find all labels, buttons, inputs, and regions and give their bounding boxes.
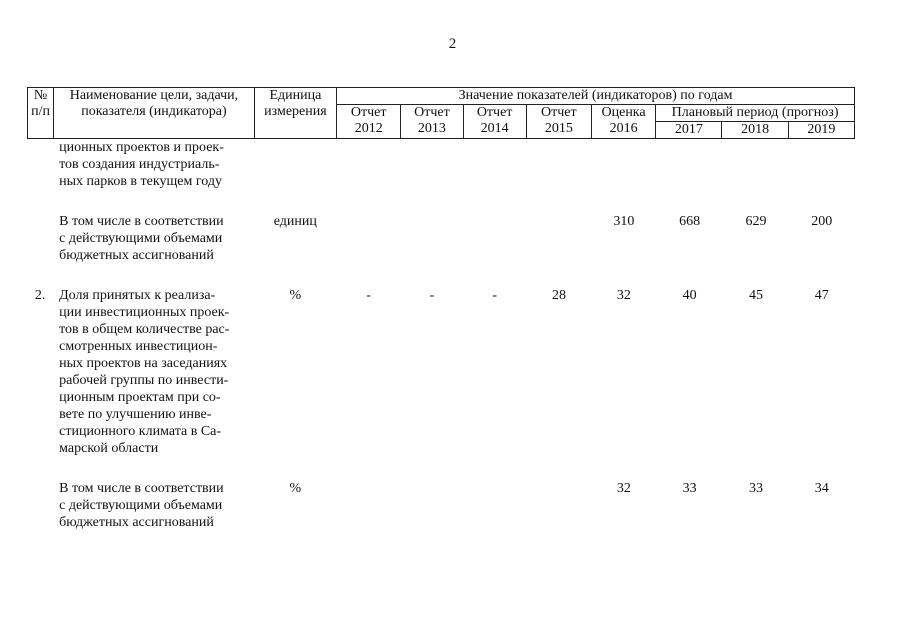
- row-value: [526, 139, 591, 213]
- row-value: [401, 139, 463, 213]
- row-number: [27, 139, 53, 213]
- row-name: В том числе в соответствии с действующими объемами бюджетных ассигнований: [59, 214, 224, 263]
- table-row: [27, 287, 855, 480]
- row-value: [789, 139, 855, 213]
- table-row: [27, 480, 855, 531]
- row-name: В том числе в соответствии с действующими объемами бюджетных ассигнований: [59, 481, 224, 530]
- indicator-table-body: [27, 139, 855, 531]
- row-value: [401, 480, 463, 531]
- header-year: Отчет 2014: [463, 105, 526, 139]
- row-value: 629: [745, 214, 767, 229]
- row-unit: [254, 139, 336, 213]
- header-year: Отчет 2012: [337, 105, 401, 139]
- row-value: 32: [616, 481, 631, 496]
- row-value: 45: [748, 288, 763, 303]
- row-value: [463, 480, 526, 531]
- header-num: № п/п: [28, 88, 54, 139]
- row-unit: единиц: [273, 214, 317, 229]
- row-value: -: [429, 288, 435, 303]
- row-value: [463, 139, 526, 213]
- row-value: 47: [814, 288, 829, 303]
- header-plan-year: 2018: [722, 122, 788, 138]
- row-value: 32: [616, 288, 631, 303]
- row-value: [526, 213, 591, 287]
- header-plan-period: Плановый период (прогноз) 2017 2018 2019: [656, 105, 855, 139]
- row-name: Доля принятых к реализа- ции инвестиционных проек- тов в общем количестве рас- смотренных инвестицион- ных проектов на заседаниях рабочей группы по инвести- ционным проектам при со- вете по улучшению инве- стиционного климата в Са- марской области: [59, 288, 230, 456]
- row-value: -: [492, 288, 498, 303]
- row-number: [27, 213, 53, 287]
- row-value: 668: [679, 214, 701, 229]
- row-value: [401, 213, 463, 287]
- row-value: 40: [682, 288, 697, 303]
- row-value: 33: [748, 481, 763, 496]
- header-year: Отчет 2013: [401, 105, 463, 139]
- header-plan-year: 2017: [656, 122, 722, 138]
- row-value: [336, 139, 400, 213]
- header-year: Отчет 2015: [526, 105, 591, 139]
- table-row: [27, 213, 855, 287]
- row-number: 2.: [34, 288, 46, 303]
- row-unit: %: [289, 288, 302, 303]
- page-number: 2: [448, 36, 457, 52]
- row-value: [592, 139, 656, 213]
- row-value: [336, 480, 400, 531]
- header-unit: Единица измерения: [254, 88, 336, 139]
- header-values-group: Значение показателей (индикаторов) по годам: [337, 88, 855, 105]
- indicator-table-header: [27, 87, 855, 139]
- row-value: [723, 139, 788, 213]
- row-name: ционных проектов и проек- тов создания индустриаль- ных парков в текущем году: [59, 140, 224, 189]
- row-value: [656, 139, 723, 213]
- row-value: 310: [613, 214, 635, 229]
- row-unit: %: [289, 481, 302, 496]
- table-row: [27, 139, 855, 213]
- row-value: 34: [814, 481, 829, 496]
- row-value: 28: [552, 288, 567, 303]
- header-year: Оценка 2016: [591, 105, 655, 139]
- header-plan-year: 2019: [807, 122, 836, 137]
- row-value: 200: [811, 214, 833, 229]
- header-name: Наименование цели, задачи, показателя (индикатора): [54, 88, 255, 139]
- row-value: [336, 213, 400, 287]
- row-value: 33: [682, 481, 697, 496]
- row-number: [27, 480, 53, 531]
- row-value: -: [366, 288, 371, 303]
- row-value: [526, 480, 591, 531]
- row-value: [463, 213, 526, 287]
